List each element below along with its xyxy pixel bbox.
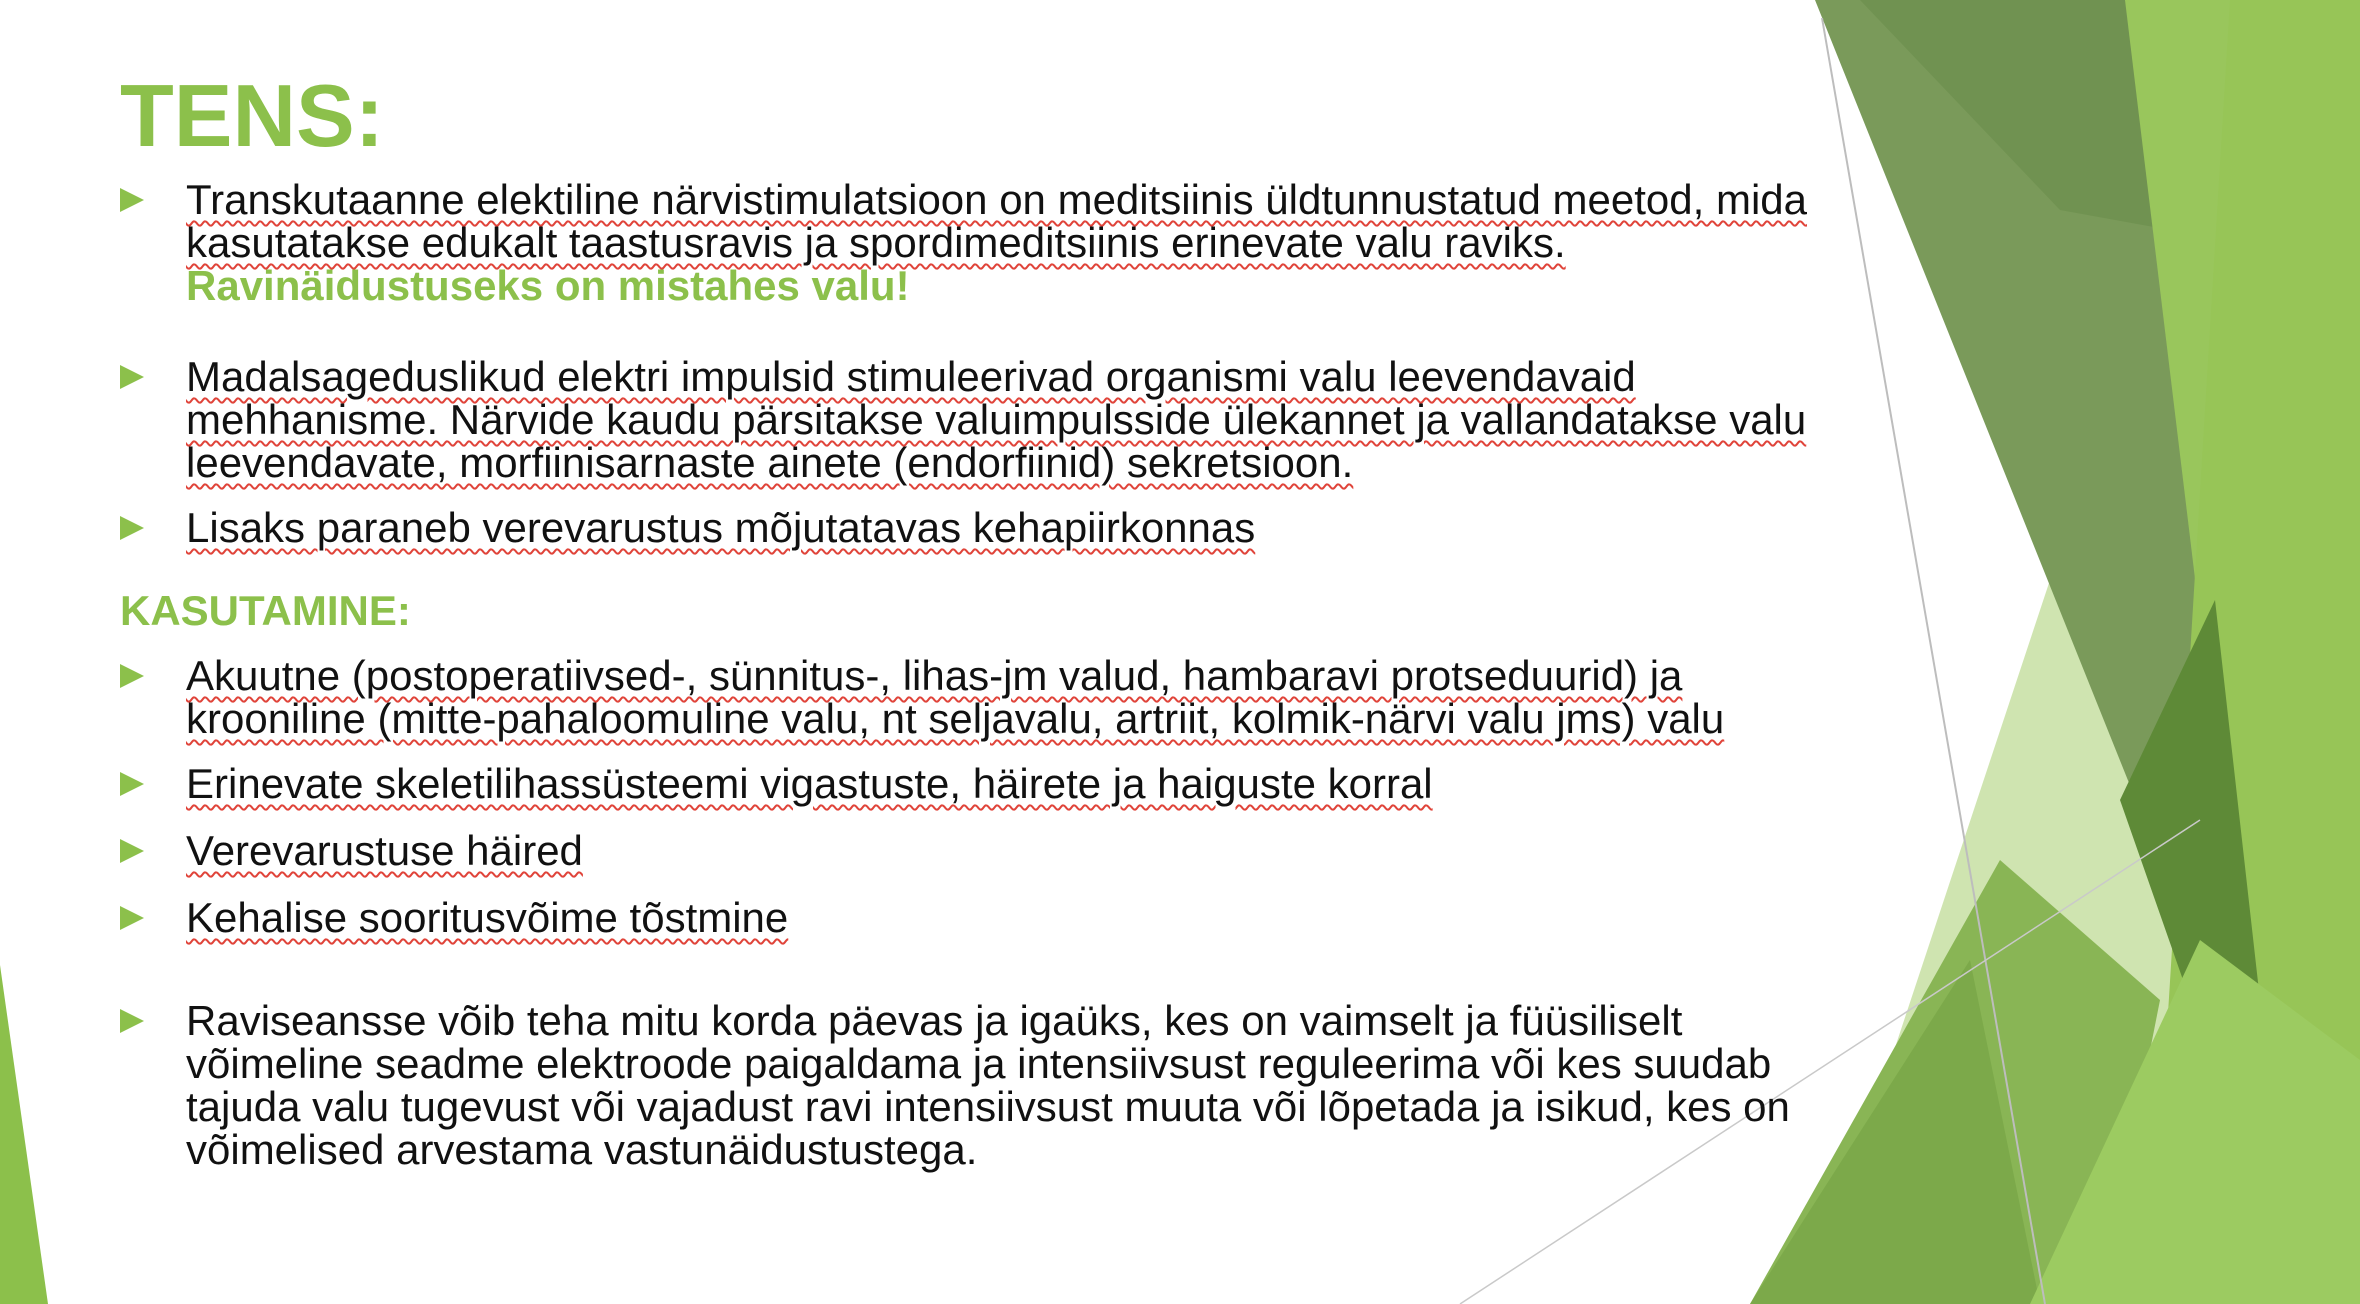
bullet-text: Madalsageduslikud elektri impulsid stimuleerivad organismi valu leevendavaid mehhanisme. Närvide kaudu pärsitakse valuimpulsside ülekannet ja vallandatakse valu leevendavate, morfiinisarnaste ainete (endorfiinid) sekretsioon.: [186, 353, 1807, 486]
bullet-text: Kehalise sooritusvõime tõstmine: [186, 894, 789, 941]
bullet-item-acute-chronic: [120, 654, 1860, 740]
triangle-bullet-icon: [120, 906, 144, 930]
bullet-item-blood-supply: [120, 506, 1860, 549]
triangle-bullet-icon: [120, 365, 144, 389]
bullet-text: Erinevate skeletilihassüsteemi vigastuste, häirete ja haiguste korral: [186, 760, 1433, 807]
bullet-item-mechanism: [120, 355, 1860, 484]
bullet-text: Verevarustuse häired: [186, 827, 583, 874]
bullet-item-circulation: [120, 829, 1860, 872]
triangle-bullet-icon: [120, 839, 144, 863]
triangle-bullet-icon: [120, 516, 144, 540]
bullet-item-tens-definition: [120, 178, 1860, 307]
slide-title: TENS:: [120, 66, 384, 165]
bullet-item-musculoskeletal: [120, 762, 1860, 805]
bullet-item-performance: [120, 896, 1860, 939]
triangle-bullet-icon: [120, 664, 144, 688]
bullet-text: Raviseansse võib teha mitu korda päevas ja igaüks, kes on vaimselt ja füüsiliselt võimeline seadme elektroode paigaldama ja intensiivsust reguleerima või kes suudab tajuda valu tugevust või vajadust ravi intensiivsust muuta või lõpetada ja isikud, kes on võimelised arvestama vastunäidustustega.: [186, 997, 1790, 1173]
triangle-bullet-icon: [120, 188, 144, 212]
triangle-bullet-icon: [120, 1009, 144, 1033]
bullet-highlight-text: Ravinäidustuseks on mistahes valu!: [186, 262, 910, 309]
triangle-bullet-icon: [120, 772, 144, 796]
slide-content: [120, 60, 1860, 1171]
bullet-item-sessions: [120, 999, 1860, 1171]
bullet-text: Lisaks paraneb verevarustus mõjutatavas kehapiirkonnas: [186, 504, 1256, 551]
bullet-text: Akuutne (postoperatiivsed-, sünnitus-, lihas-jm valud, hambaravi protseduurid) ja krooniline (mitte-pahaloomuline valu, nt seljavalu, artriit, kolmik-närvi valu jms) valu: [186, 652, 1725, 742]
bullet-text: Transkutaanne elektiline närvistimulatsioon on meditsiinis üldtunnustatud meetod, mida kasutatakse edukalt taastusravis ja spordimeditsiinis erinevate valu raviks.: [186, 176, 1807, 266]
facet-left-sliver: [0, 965, 48, 1304]
usage-heading: KASUTAMINE:: [120, 587, 411, 634]
